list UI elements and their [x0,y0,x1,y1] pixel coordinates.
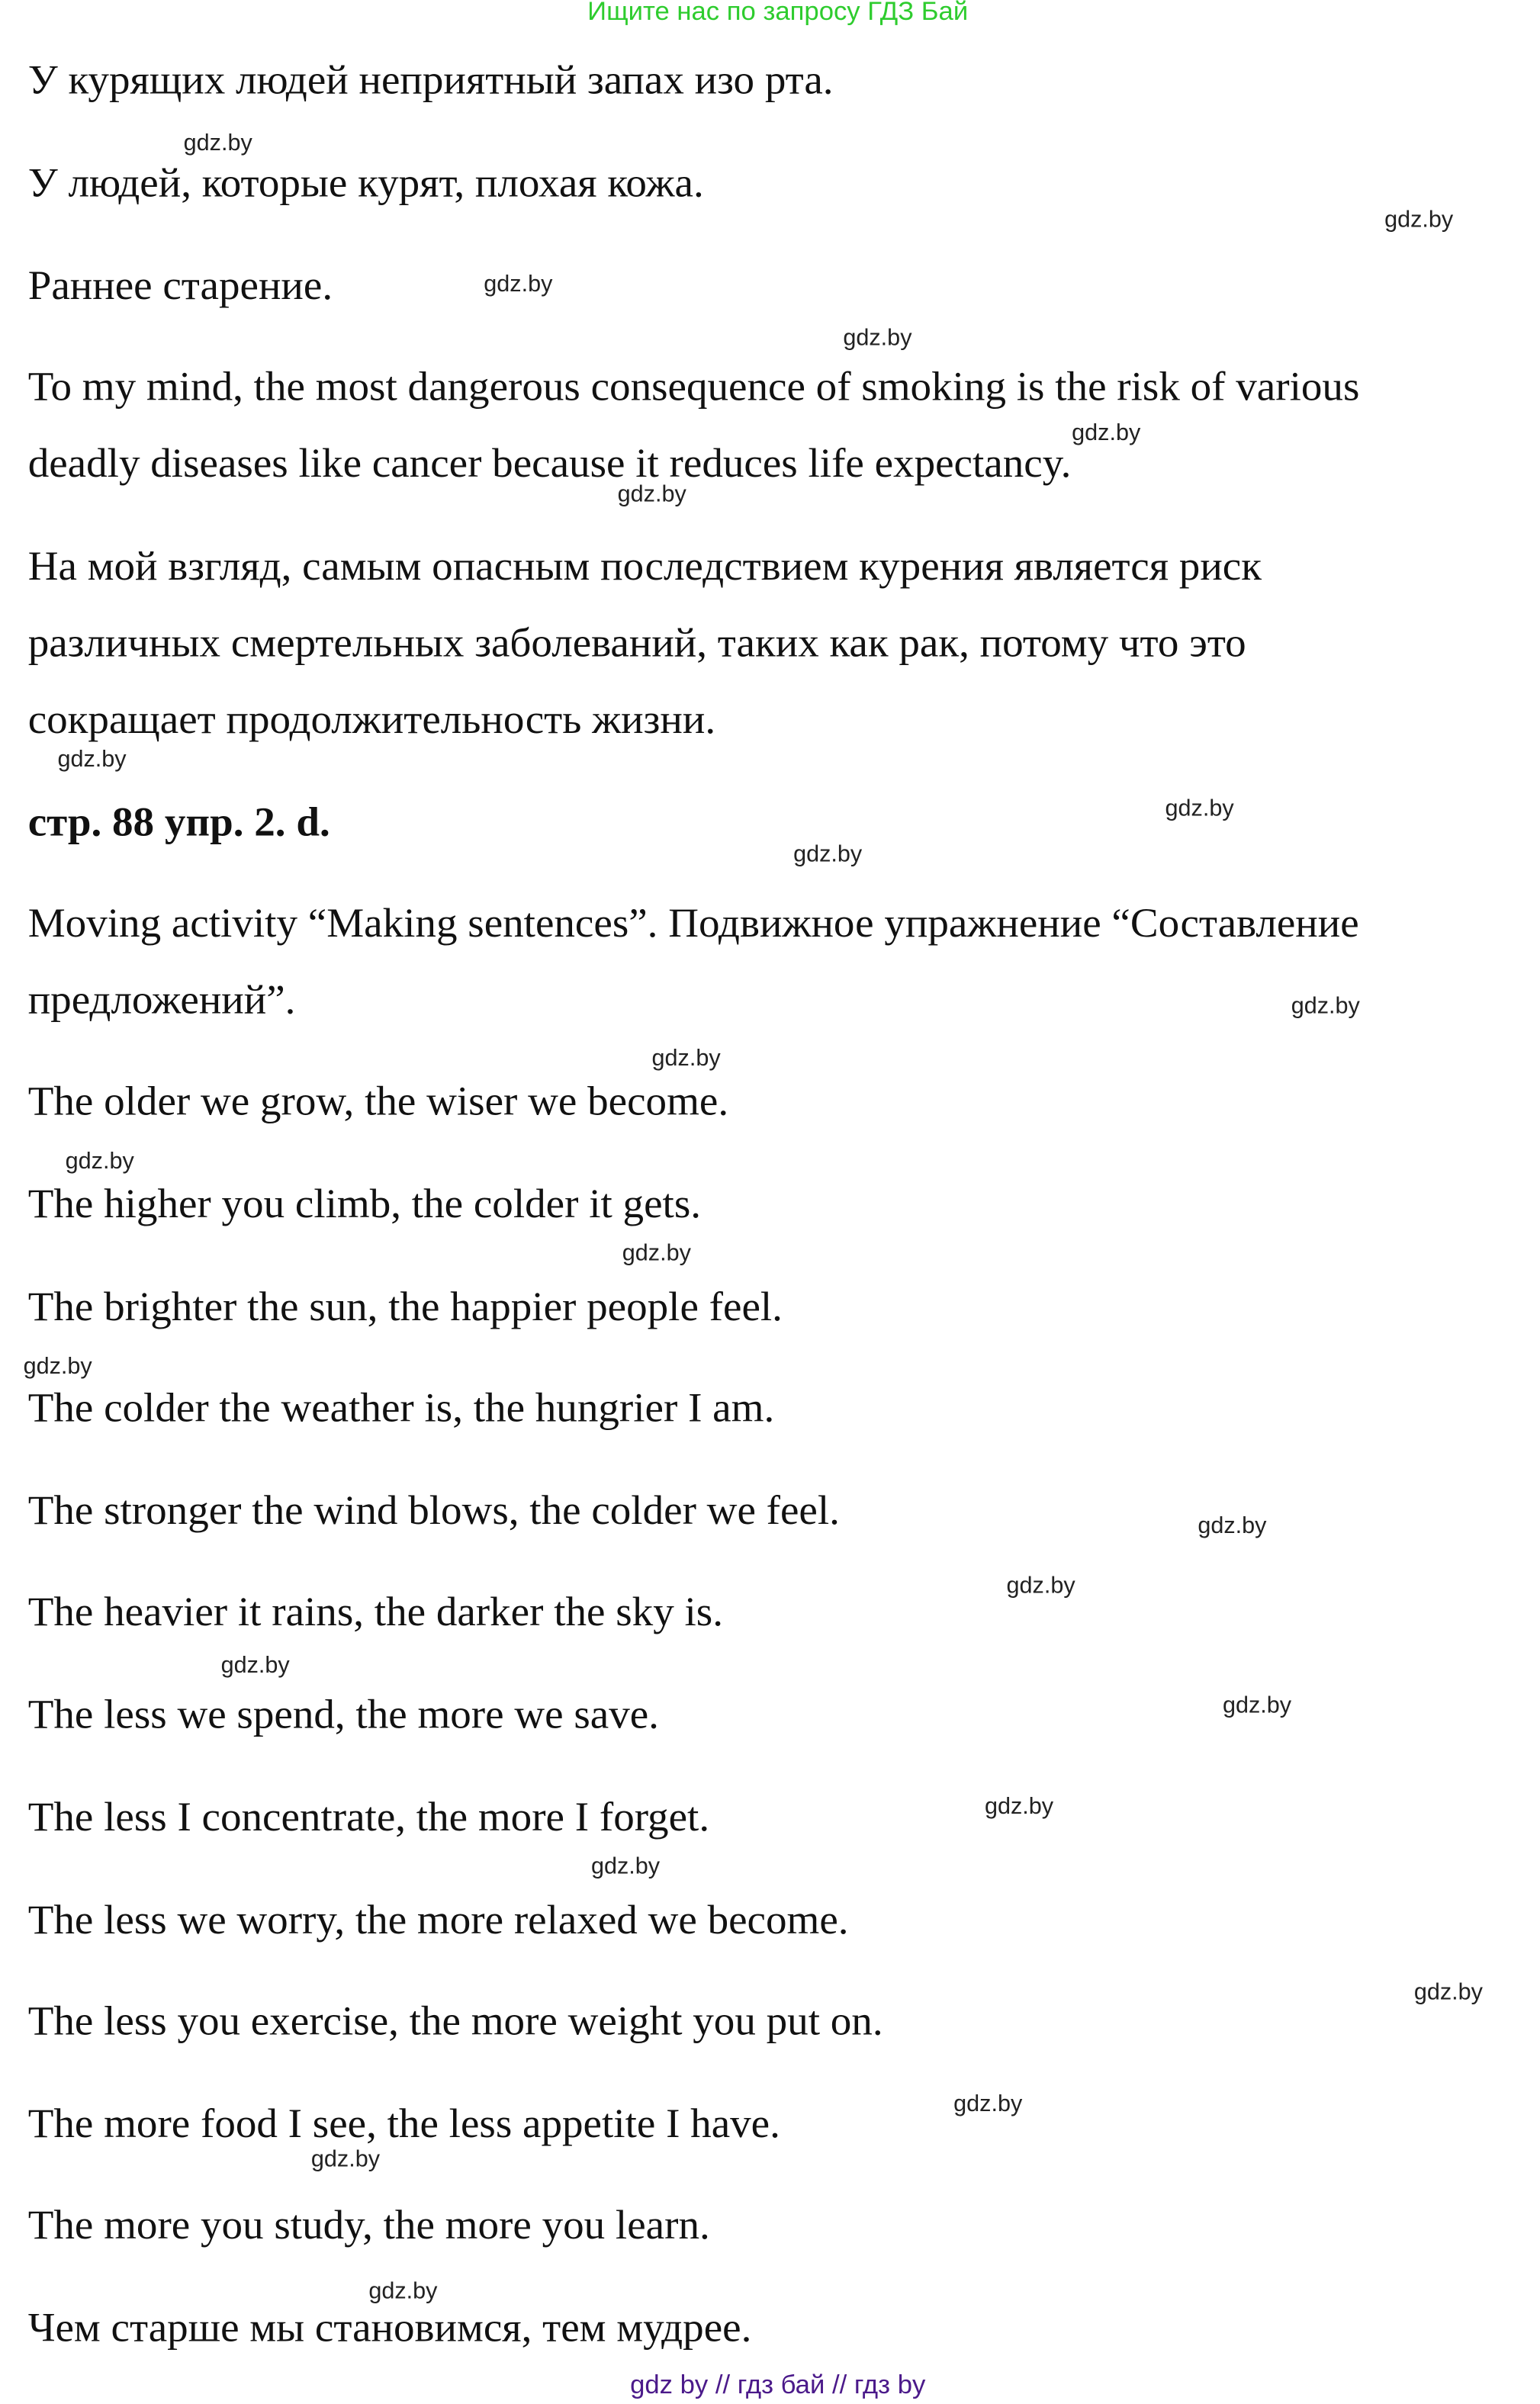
watermark: gdz.by [183,130,252,157]
footer-links[interactable]: gdz by // гдз бай // гдз by [630,2370,926,2399]
text-line: Раннее старение. [27,262,333,309]
watermark: gdz.by [1006,1573,1075,1599]
watermark: gdz.by [310,2146,381,2173]
text-line: У курящих людей неприятный запах изо рта. [27,56,834,103]
sentence: The less I concentrate, the more I forget. [27,1793,710,1840]
watermark: gdz.by [590,1853,661,1880]
watermark: gdz.by [1291,993,1360,1020]
text-line: сокращает продолжительность жизни. [27,696,716,742]
watermark: gdz.by [793,841,863,868]
sentence: The colder the weather is, the hungrier I am. [27,1384,775,1431]
sentence: Чем старше мы становимся, тем мудрее. [27,2304,752,2351]
watermark: gdz.by [953,2091,1023,2118]
search-banner: Ищите нас по запросу ГДЗ Бай [587,0,969,27]
sentence: The brighter the sun, the happier people feel. [27,1283,783,1329]
watermark: gdz.by [1413,1979,1483,2006]
sentence: The less we worry, the more relaxed we become. [27,1896,849,1943]
sentence: The older we grow, the wiser we become. [27,1078,729,1124]
watermark: gdz.by [1384,207,1454,233]
watermark: gdz.by [622,1240,691,1267]
section-heading: стр. 88 упр. 2. d. [27,799,330,845]
watermark: gdz.by [1222,1692,1292,1719]
text-line: На мой взгляд, самым опасным последствием курения является риск [27,542,1262,589]
watermark: gdz.by [368,2278,438,2305]
watermark: gdz.by [651,1045,721,1072]
watermark: gdz.by [984,1793,1054,1821]
sentence: The heavier it rains, the darker the sky is. [27,1588,724,1634]
text-line: различных смертельных заболеваний, таких как рак, потому что это [27,619,1246,666]
watermark: gdz.by [1072,419,1141,446]
text-line: To my mind, the most dangerous consequence of smoking is the risk of various [27,363,1360,410]
sentence: The more you study, the more you learn. [27,2201,710,2248]
text-line: deadly diseases like cancer because it reduces life expectancy. [27,439,1072,487]
sentence: The more food I see, the less appetite I have. [27,2100,780,2147]
sentence: The less you exercise, the more weight you put on. [27,1997,883,2044]
watermark: gdz.by [23,1354,92,1380]
watermark: gdz.by [617,481,686,508]
watermark: gdz.by [65,1148,134,1175]
watermark: gdz.by [843,325,912,352]
text-line: У людей, которые курят, плохая кожа. [27,159,704,206]
text-line: предложений”. [27,976,296,1023]
watermark: gdz.by [1198,1513,1267,1540]
watermark: gdz.by [484,271,553,297]
watermark: gdz.by [1165,795,1234,822]
sentence: The higher you climb, the colder it gets. [27,1180,702,1227]
watermark: gdz.by [57,746,127,773]
text-line: Moving activity “Making sentences”. Подвижное упражнение “Составление [27,899,1359,946]
sentence: The stronger the wind blows, the colder we feel. [27,1486,840,1534]
sentence: The less we spend, the more we save. [27,1691,659,1737]
watermark: gdz.by [220,1652,290,1679]
